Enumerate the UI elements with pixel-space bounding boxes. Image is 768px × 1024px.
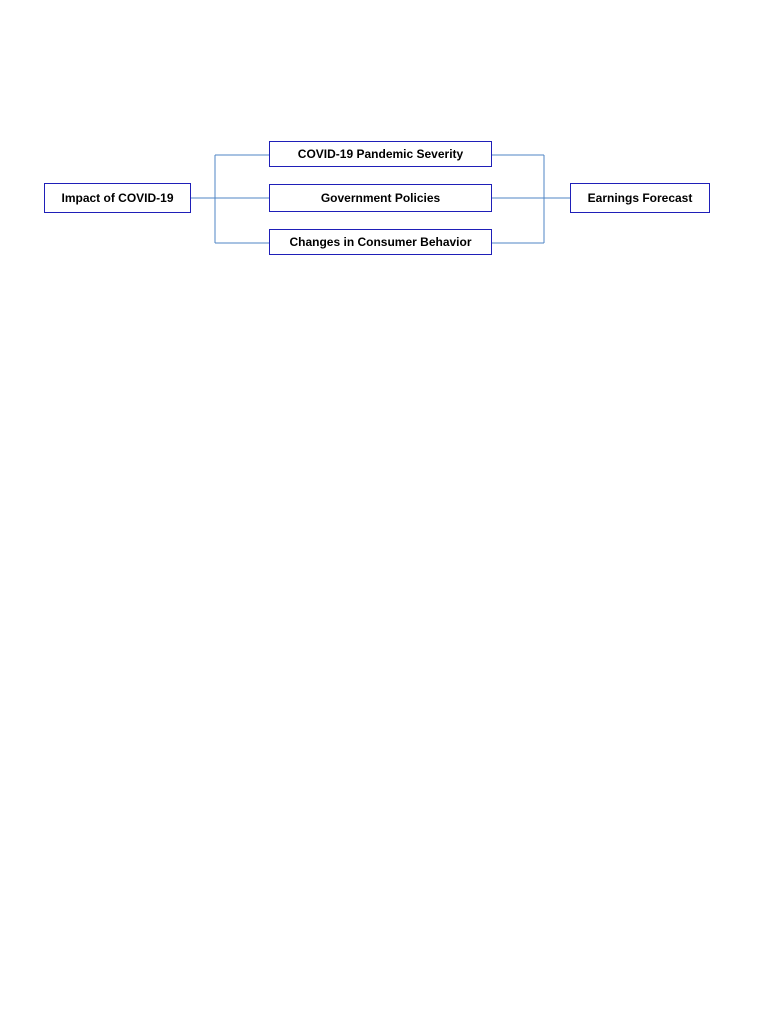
node-earnings-forecast: Earnings Forecast <box>570 183 710 213</box>
node-impact-of-covid: Impact of COVID-19 <box>44 183 191 213</box>
node-government-policies: Government Policies <box>269 184 492 212</box>
node-consumer-behavior: Changes in Consumer Behavior <box>269 229 492 255</box>
node-pandemic-severity: COVID-19 Pandemic Severity <box>269 141 492 167</box>
